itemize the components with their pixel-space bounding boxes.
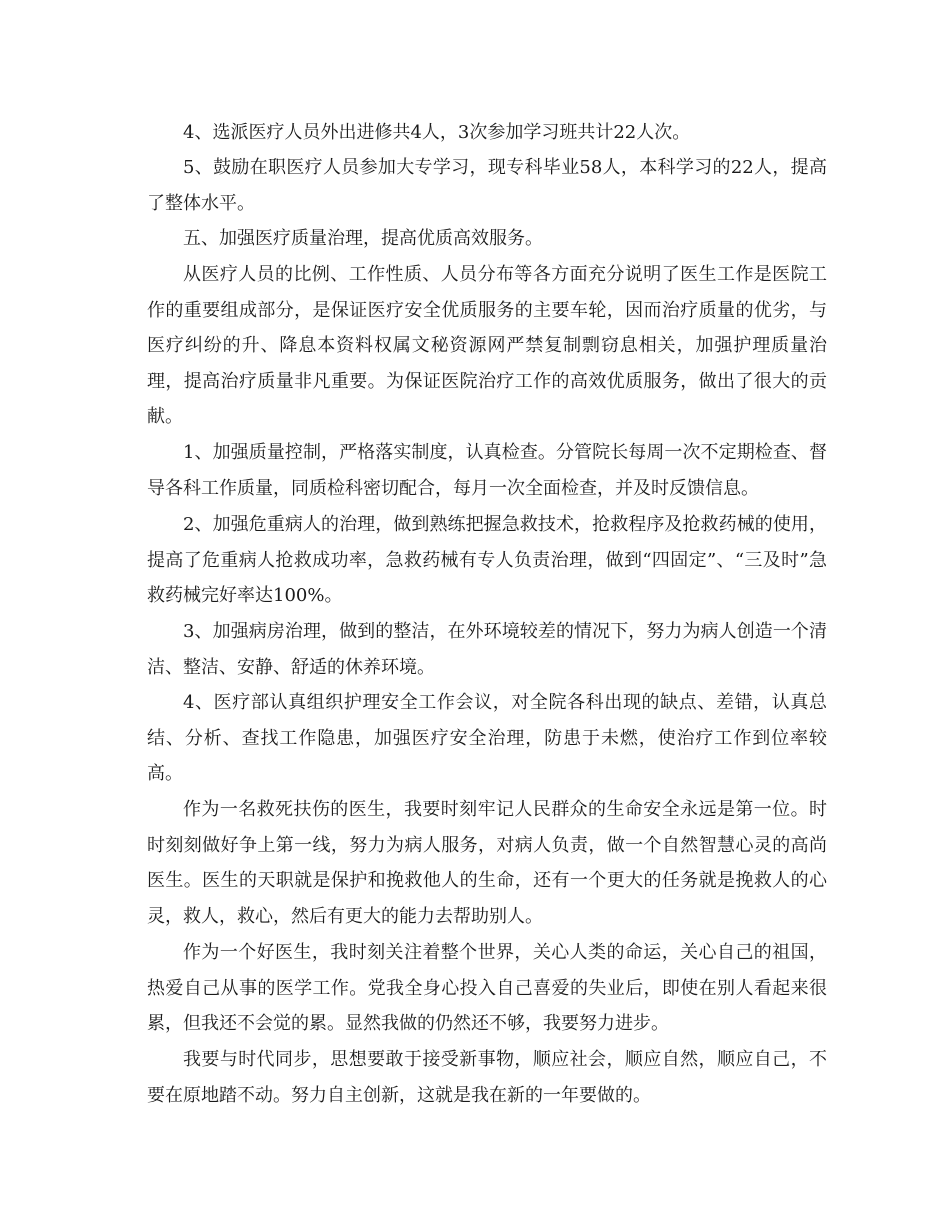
paragraph-doctor-role: 从医疗人员的比例、工作性质、人员分布等各方面充分说明了医生工作是医院工作的重要组成部分，是保证医疗安全优质服务的主要车轮，因而治疗质量的优劣，与医疗纠纷的升、降息本资料权属文秘资源网严禁复制剽窃息相关，加强护理质量治理，提高治疗质量非凡重要。为保证医院治疗工作的高效优质服务，做出了很大的贡献。 xyxy=(147,264,827,428)
paragraph-item-4-training: 4、选派医疗人员外出进修共4人，3次参加学习班共计22人次。 xyxy=(183,122,691,143)
paragraph-item-2-critical: 2、加强危重病人的治理，做到熟练把握急救技术，抢救程序及抢救药械的使用，提高了危重病人抢救成功率，急救药械有专人负责治理，做到“四固定”、“三及时”急救药械完好率达100%。 xyxy=(147,514,827,607)
paragraph-innovation: 我要与时代同步，思想要敢于接受新事物，顺应社会，顺应自然，顺应自己，不要在原地踏不动。努力自主创新，这就是我在新的一年要做的。 xyxy=(147,1049,827,1106)
paragraph-item-3-ward: 3、加强病房治理，做到的整洁，在外环境较差的情况下，努力为病人创造一个清洁、整洁、安静、舒适的休养环境。 xyxy=(147,621,827,678)
paragraph-good-doctor: 作为一个好医生，我时刻关注着整个世界，关心人类的命运，关心自己的祖国，热爱自己从事的医学工作。党我全身心投入自己喜爱的失业后，即使在别人看起来很累，但我还不会觉的累。显然我做的仍然还不够，我要努力进步。 xyxy=(147,942,827,1035)
paragraph-item-5-education: 5、鼓励在职医疗人员参加大专学习，现专科毕业58人，本科学习的22人，提高了整体水平。 xyxy=(147,157,827,214)
section-heading-five: 五、加强医疗质量治理，提高优质高效服务。 xyxy=(183,228,543,249)
paragraph-mission: 作为一名救死扶伤的医生，我要时刻牢记人民群众的生命安全永远是第一位。时时刻刻做好争上第一线，努力为病人服务，对病人负责，做一个自然智慧心灵的高尚医生。医生的天职就是保护和挽救他人的生命，还有一个更大的任务就是挽救人的心灵，救人，救心，然后有更大的能力去帮助别人。 xyxy=(147,799,827,927)
paragraph-item-4-safety: 4、医疗部认真组织护理安全工作会议，对全院各科出现的缺点、差错，认真总结、分析、查找工作隐患，加强医疗安全治理，防患于未燃，使治疗工作到位率较高。 xyxy=(147,692,827,785)
paragraph-item-1-quality: 1、加强质量控制，严格落实制度，认真检查。分管院长每周一次不定期检查、督导各科工作质量，同质检科密切配合，每月一次全面检查，并及时反馈信息。 xyxy=(147,442,827,499)
